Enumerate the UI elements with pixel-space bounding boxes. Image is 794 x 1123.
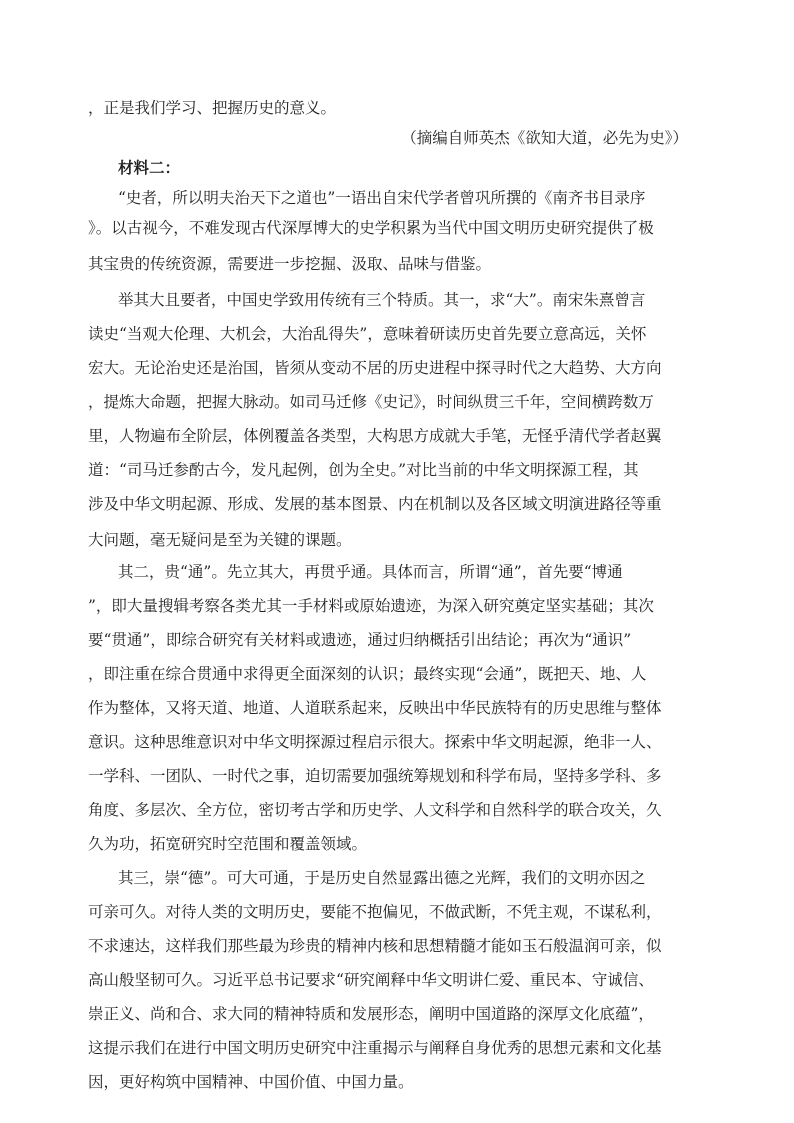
text-line: 》。以古视今，不难发现古代深厚博大的史学积累为当代中国文明历史研究提供了极 — [88, 219, 654, 237]
text-line: 这提示我们在进行中国文明历史研究中注重揭示与阐释自身优秀的思想元素和文化基 — [88, 1039, 662, 1057]
text-line: 作为整体，又将天道、地道、人道联系起来，反映出中华民族特有的历史思维与整体 — [88, 699, 662, 717]
text-line: 大问题，毫无疑问是至为关键的课题。 — [88, 531, 352, 549]
text-line: 道：“司马迁参酌古今，发凡起例，创为全史。”对比当前的中华文明探源工程，其 — [88, 461, 639, 479]
text-line: 其三，崇“德”。可大可通，于是历史自然显露出德之光辉，我们的文明亦因之 — [118, 869, 646, 887]
text-line: 因，更好构筑中国精神、中国价值、中国力量。 — [88, 1073, 414, 1091]
text-line: 里，人物遍布全阶层，体例覆盖各类型，大构思方成就大手笔，无怪乎清代学者赵翼 — [88, 427, 662, 445]
text-line: 宏大。无论治史还是治国，皆须从变动不居的历史进程中探寻时代之大趋势、大方向 — [88, 359, 662, 377]
text-line: 角度、多层次、全方位，密切考古学和历史学、人文科学和自然科学的联合攻关，久 — [88, 801, 662, 819]
text-line: 高山般坚韧可久。习近平总书记要求“研究阐释中华文明讲仁爱、重民本、守诚信、 — [88, 971, 654, 989]
text-line: ，即注重在综合贯通中求得更全面深刻的认识；最终实现“会通”，既把天、地、人 — [88, 665, 647, 683]
text-line: 一学科、一团队、一时代之事，迫切需要加强统筹规划和科学布局，坚持多学科、多 — [88, 767, 662, 785]
text-line: 可亲可久。对待人类的文明历史，要能不抱偏见，不做武断，不凭主观，不谋私利， — [88, 903, 662, 921]
text-line: 其宝贵的传统资源，需要进一步挖掘、汲取、品味与借鉴。 — [88, 255, 492, 273]
text-line: “史者，所以明夫治天下之道也”一语出自宋代学者曾巩所撰的《南齐书目录序 — [118, 189, 646, 207]
section-heading: 材料二： — [118, 158, 181, 177]
text-line: 举其大且要者，中国史学致用传统有三个特质。其一，求“大”。南宋朱熹曾言 — [118, 291, 646, 309]
text-line: 要“贯通”，即综合研究有关材料或遗迹，通过归纳概括引出结论；再次为“通识” — [88, 631, 632, 649]
text-line: ，提炼大命题，把握大脉动。如司马迁修《史记》，时间纵贯三千年，空间横跨数万 — [88, 393, 654, 411]
text-line: 意识。这种思维意识对中华文明探源过程启示很大。探索中华文明起源，绝非一人、 — [88, 733, 662, 751]
source-citation: （摘编自师英杰《欲知大道，必先为史》） — [401, 129, 688, 147]
text-line: 久为功，拓宽研究时空范围和覆盖领域。 — [88, 835, 368, 853]
text-line: 涉及中华文明起源、形成、发展的基本图景、内在机制以及各区域文明演进路径等重 — [88, 495, 662, 513]
text-line: 不求速达，这样我们那些最为珍贵的精神内核和思想精髓才能如玉石般温润可亲，似 — [88, 937, 662, 955]
text-line: ”，即大量搜辑考察各类尤其一手材料或原始遗迹，为深入研究奠定坚实基础；其次 — [88, 597, 654, 615]
text-line: 其二，贵“通”。先立其大，再贯乎通。具体而言，所谓“通”，首先要“博通 — [118, 563, 623, 581]
text-line: 读史“当观大伦理、大机会，大治乱得失”，意味着研读历史首先要立意高远，关怀 — [88, 325, 647, 343]
text-line: 崇正义、尚和合、求大同的精神特质和发展形态，阐明中国道路的深厚文化底蕴”， — [88, 1005, 654, 1023]
text-line: ，正是我们学习、把握历史的意义。 — [88, 99, 337, 117]
